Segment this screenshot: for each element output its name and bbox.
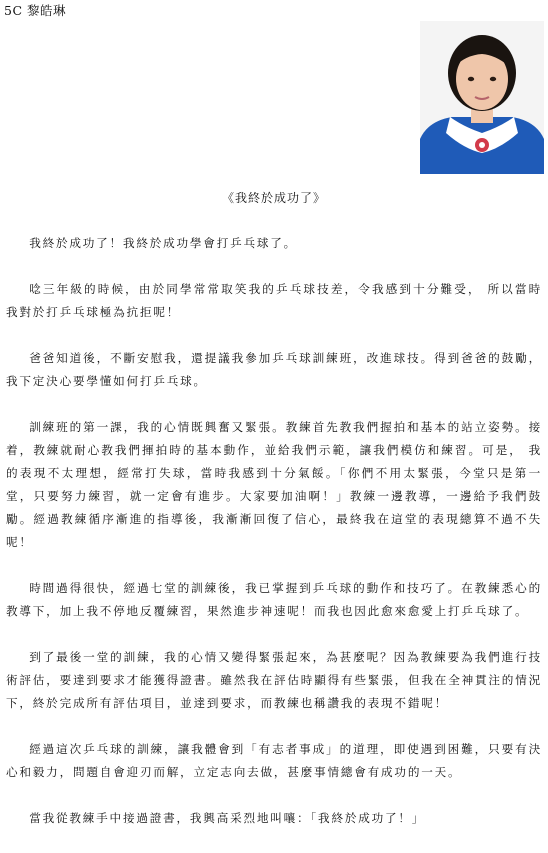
paragraph-2: 唸三年級的時候，由於同學常常取笑我的乒乓球技差，令我感到十分難受， 所以當時我對於打乒乓球極為抗拒呢！ [6,282,542,319]
paragraph-1: 我終於成功了！我終於成功學會打乒乓球了。 [29,236,298,250]
paragraph-6: 到了最後一堂的訓練，我的心情又變得緊張起來，為甚麼呢？因為教練要為我們進行技術評估，要達到要求才能獲得證書。雖然我在評估時顯得有些緊張，但我在全神貫注的情況下，終於完成所有評估項目，並達到要求，而教練也稱讚我的表現不錯呢！ [6,650,542,710]
student-portrait-image [420,21,544,174]
paragraph-3: 爸爸知道後，不斷安慰我，還提議我參加乒乓球訓練班，改進球技。得到爸爸的鼓勵，我下定決心要學懂如何打乒乓球。 [6,351,542,388]
essay-title: 《我終於成功了》 [221,191,326,205]
student-photo [420,21,544,174]
paragraph-8: 當我從教練手中接過證書，我興高采烈地叫嚷：「我終於成功了！」 [29,811,426,825]
essay-body [6,232,542,853]
paragraph-5: 時間過得很快，經過七堂的訓練後，我已掌握到乒乓球的動作和技巧了。在教練悉心的教導下，加上我不停地反覆練習，果然進步神速呢！而我也因此愈來愈愛上打乒乓球了。 [6,581,542,618]
student-label: 5C 黎皓琳 [4,3,66,18]
paragraph-7: 經過這次乒乓球的訓練，讓我體會到「有志者事成」的道理，即使遇到困難，只要有決心和毅力，問題自會迎刃而解，立定志向去做，甚麼事情總會有成功的一天。 [6,742,542,779]
paragraph-4: 訓練班的第一課，我的心情既興奮又緊張。教練首先教我們握拍和基本的站立姿勢。接着，教練就耐心教我們揮拍時的基本動作，並給我們示範，讓我們模仿和練習。可是， 我的表現不太理想，經常打失球，當時我感到十分氣餒。「你們不用太緊張，今堂只是第一堂，只要努力練習，就一定會有進步。大家要加油啊！」教練一邊教導，一邊給予我們鼓勵。經過教練循序漸進的指導後，我漸漸回復了信心，最終我在這堂的表現總算不過不失呢！ [6,420,542,549]
